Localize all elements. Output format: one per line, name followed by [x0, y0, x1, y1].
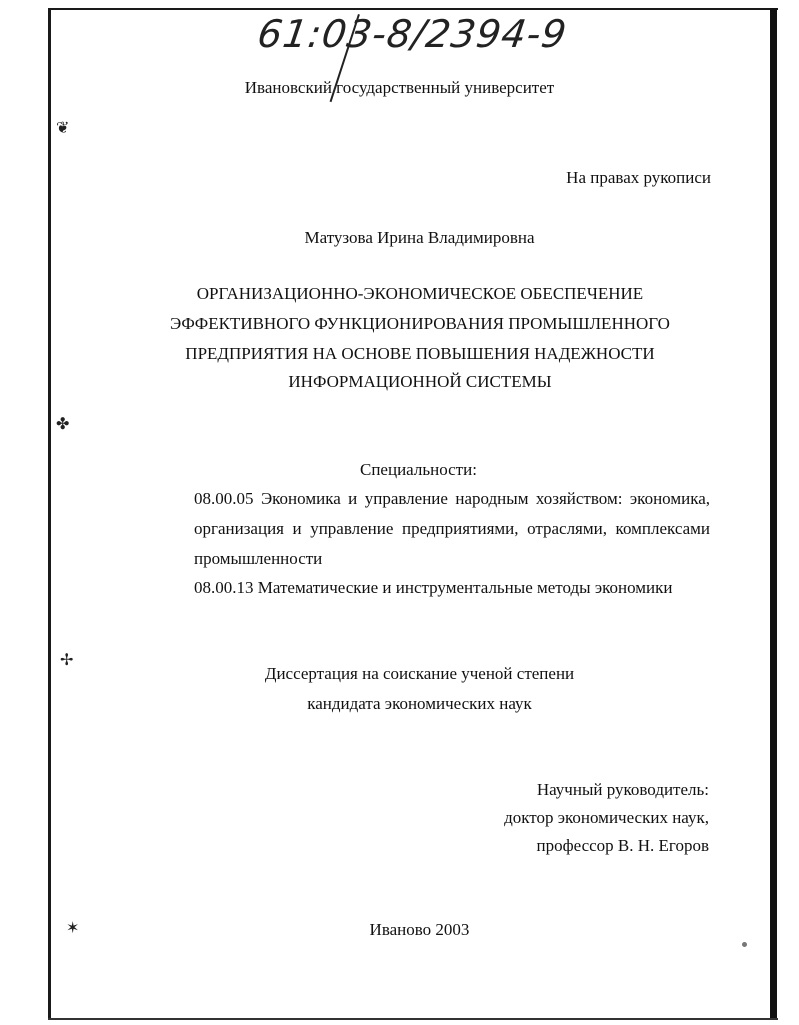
scan-border-top: [48, 8, 778, 10]
title-line-4: ИНФОРМАЦИОННОЙ СИСТЕМЫ: [288, 372, 552, 391]
rights-note: На правах рукописи: [566, 168, 711, 187]
scan-border-right: [770, 8, 777, 1020]
title-line-3: ПРЕДПРИЯТИЯ НА ОСНОВЕ ПОВЫШЕНИЯ НАДЕЖНОСТИ: [185, 344, 655, 363]
supervisor-line-1: Научный руководитель:: [536, 780, 709, 799]
specialties-heading: Специальности:: [360, 460, 477, 479]
margin-mark-2: ✤: [56, 414, 70, 433]
author-name: Матузова Ирина Владимировна: [304, 228, 535, 247]
city-year: Иваново 2003: [369, 920, 470, 939]
specialty-1: 08.00.05 Экономика и управление народным хозяйством: экономика, организация и управление предприятиями, отраслями, комплексами промышленности: [194, 489, 710, 568]
scan-border-left: [48, 8, 51, 1018]
title-line-2: ЭФФЕКТИВНОГО ФУНКЦИОНИРОВАНИЯ ПРОМЫШЛЕННОГО: [170, 314, 670, 333]
university-name: Ивановский государственный университет: [244, 78, 555, 97]
dissertation-line-2: кандидата экономических наук: [307, 694, 532, 713]
supervisor-line-2: доктор экономических наук,: [504, 808, 709, 827]
specialty-2: 08.00.13 Математические и инструментальные методы экономики: [194, 578, 673, 597]
margin-mark-3: ✢: [60, 650, 74, 669]
supervisor-line-3: профессор В. Н. Егоров: [536, 836, 709, 855]
scan-speck: [742, 942, 747, 947]
title-line-1: ОРГАНИЗАЦИОННО-ЭКОНОМИЧЕСКОЕ ОБЕСПЕЧЕНИЕ: [196, 284, 644, 303]
dissertation-line-1: Диссертация на соискание ученой степени: [264, 664, 575, 683]
scan-border-bottom: [48, 1018, 778, 1020]
handwritten-code: 61:03-8/2394-9: [254, 12, 570, 56]
margin-mark-4: ✶: [66, 918, 80, 937]
margin-mark-1: ❦: [56, 118, 70, 137]
